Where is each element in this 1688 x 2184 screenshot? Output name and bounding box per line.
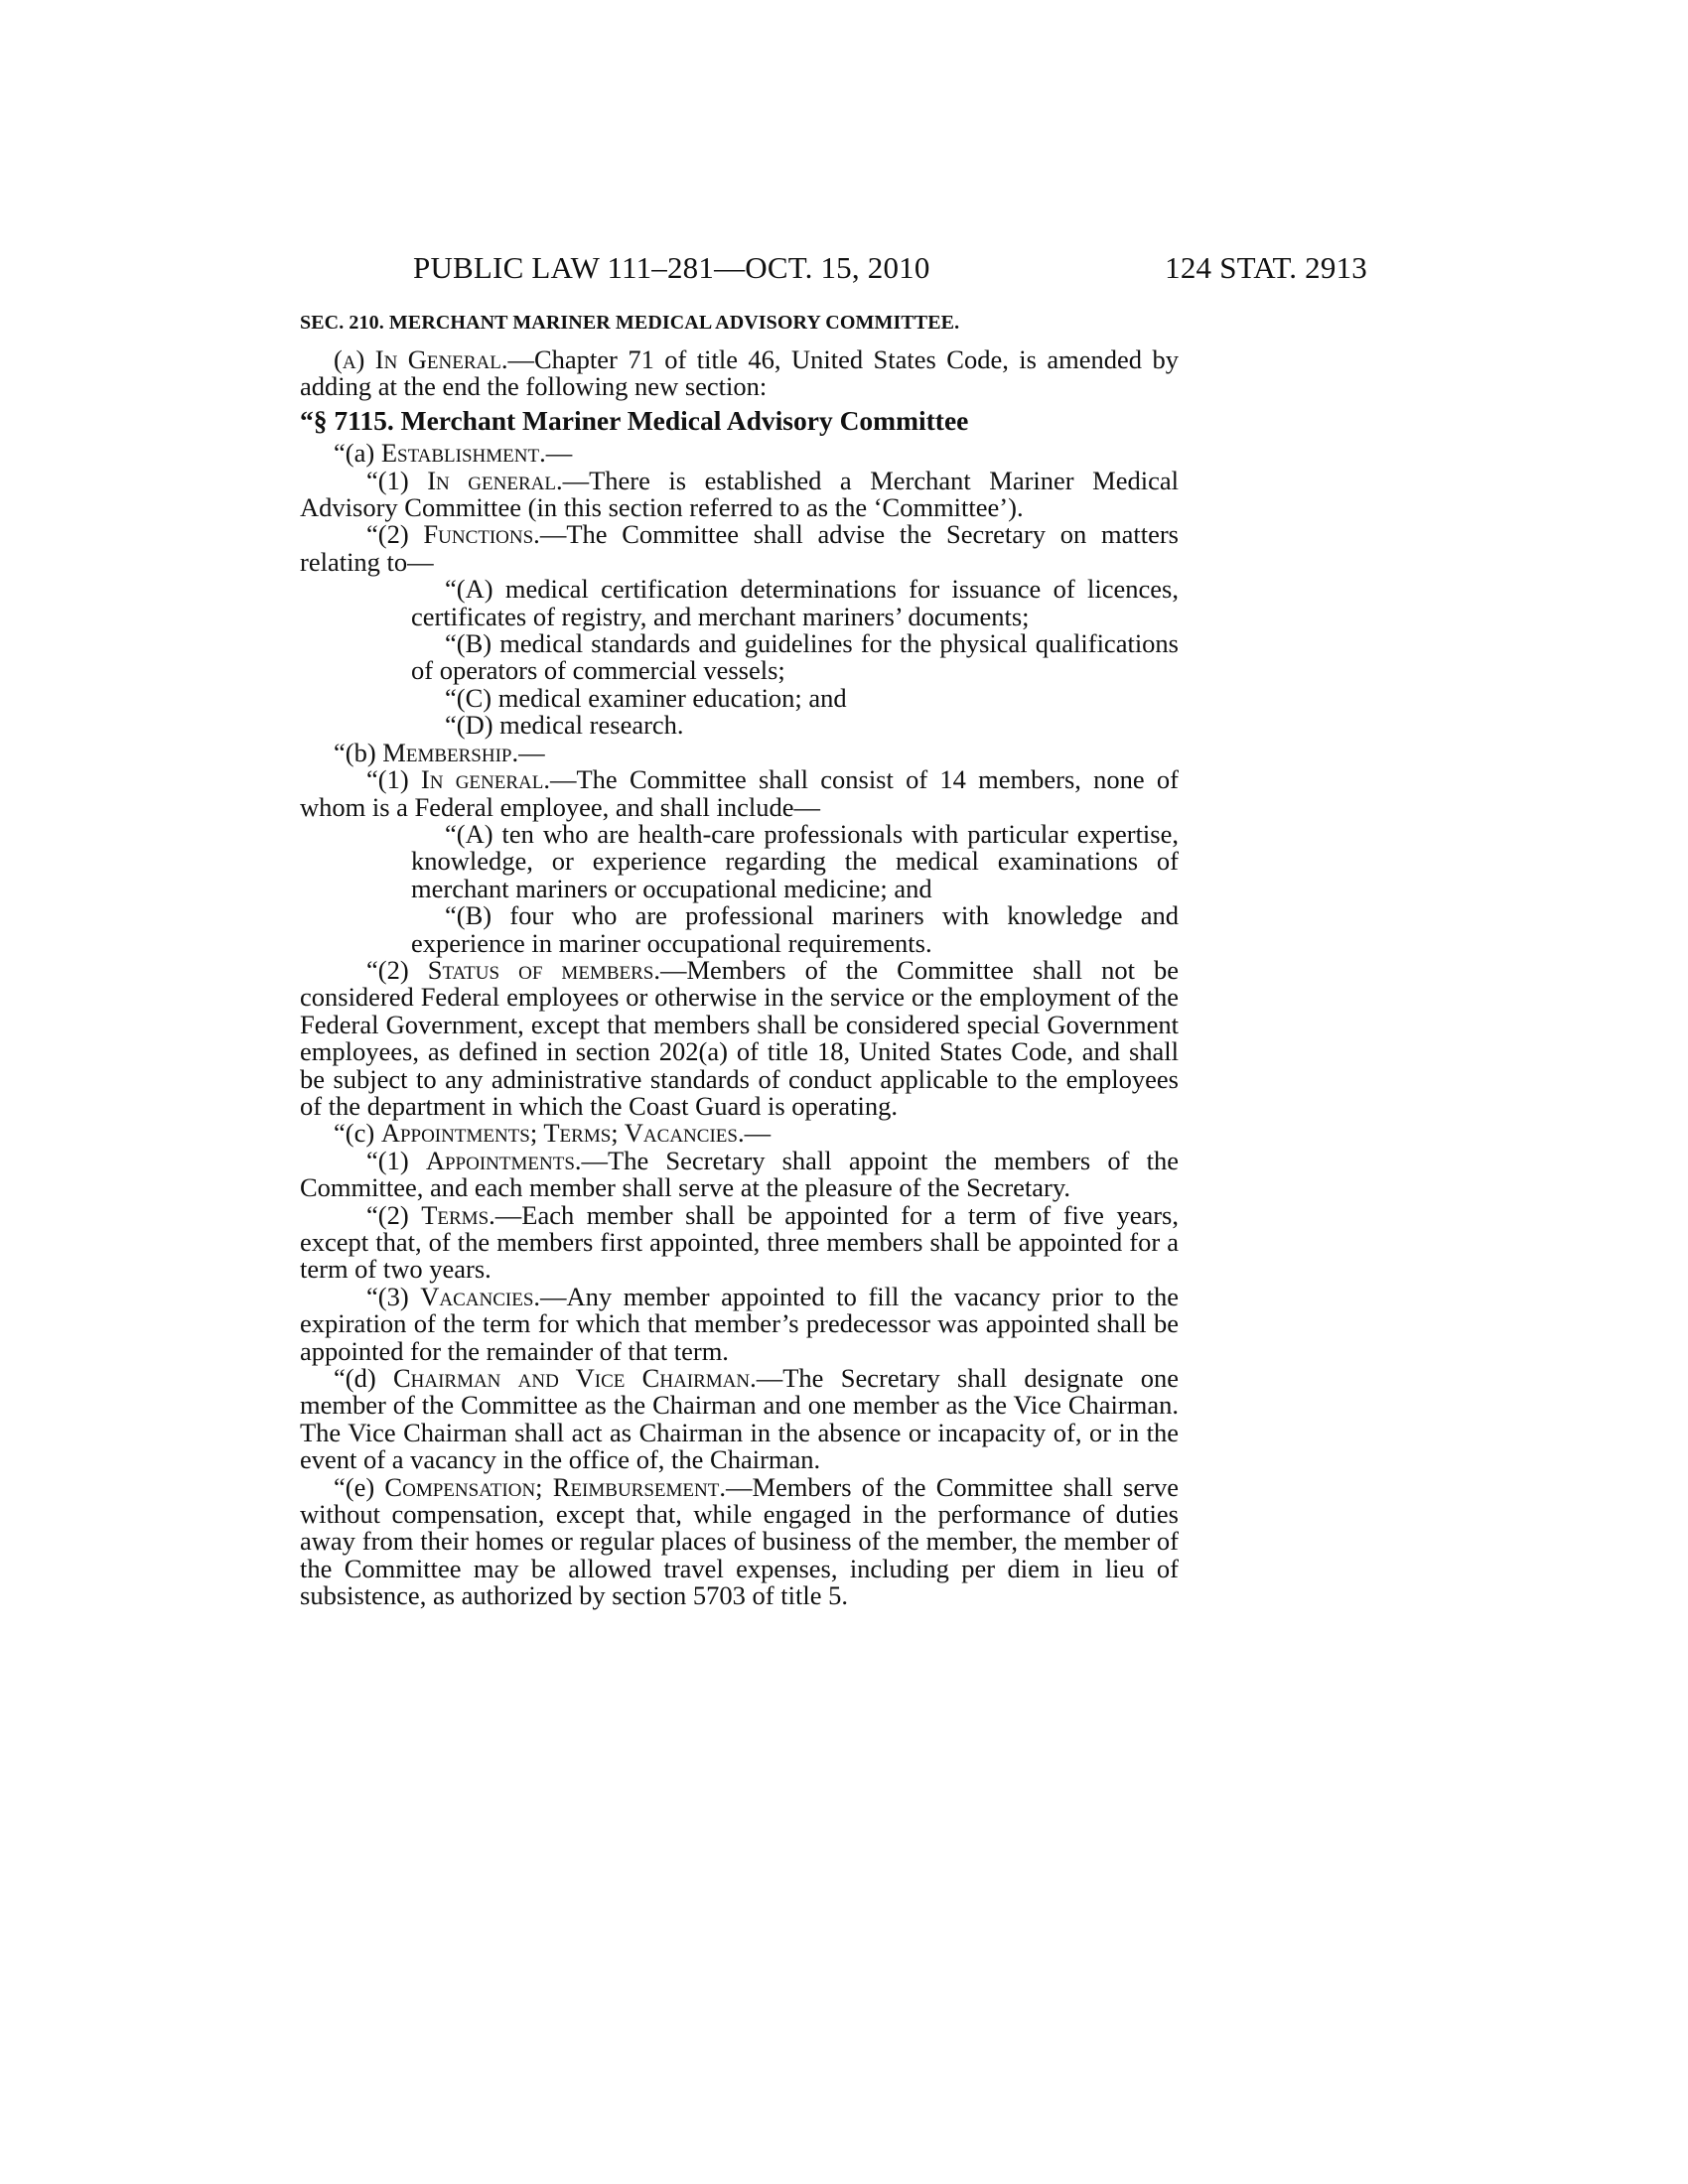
paragraph-b1: “(1) In general.—The Committee shall consist of 14 members, none of whom is a Federal employee, and shall include— — [300, 764, 1180, 822]
statute-page-number: 124 STAT. 2913 — [1165, 250, 1367, 285]
subparagraph-a2D: “(D) medical research. — [445, 710, 684, 741]
subsection-a-heading: “(a) Establishment.— — [334, 438, 573, 469]
subsection-d: “(d) Chairman and Vice Chairman.—The Secretary shall designate one member of the Committee as the Chairman and one member as the Vice Chairman. The Vice Chairman shall act as Chairman in the absence or incapacity of, or in the event of a vacancy in the office of, the Chairman. — [300, 1363, 1179, 1475]
new-section-title: “§ 7115. Merchant Mariner Medical Advisory Committee — [300, 404, 969, 436]
subparagraph-b1A: “(A) ten who are health-care professionals with particular expertise, knowledge, or experience regarding the medical examinations of merchant mariners or occupational medicine; and — [411, 818, 1179, 903]
paragraph-c3: “(3) Vacancies.—Any member appointed to fill the vacancy prior to the expiration of the term for which that member’s predecessor was appointed shall be appointed for the remainder of that term. — [300, 1281, 1179, 1366]
running-header — [300, 250, 1367, 290]
section-body — [300, 346, 1179, 1610]
paragraph-b2: “(2) Status of members.—Members of the Committee shall not be considered Federal employees or otherwise in the service or the employment of the Federal Government, except that members shall be considered special Government employees, as defined in section 202(a) of title 18, United States Code, and shall be subject to any administrative standards of conduct applicable to the employees of the department in which the Coast Guard is operating. — [300, 954, 1179, 1121]
subparagraph-a2B: “(B) medical standards and guidelines for the physical qualifications of operators of commercial vessels; — [411, 628, 1179, 686]
public-law-citation: PUBLIC LAW 111–281—OCT. 15, 2010 — [413, 250, 930, 285]
paragraph-c1: “(1) Appointments.—The Secretary shall appoint the members of the Committee, and each member shall serve at the pleasure of the Secretary. — [300, 1145, 1179, 1203]
paragraph-c2: “(2) Terms.—Each member shall be appointed for a term of five years, except that, of the members first appointed, three members shall be appointed for a term of two years. — [300, 1199, 1179, 1285]
subsection-e: “(e) Compensation; Reimbursement.—Members of the Committee shall serve without compensation, except that, while engaged in the performance of duties away from their homes or regular places of business of the member, the member of the Committee may be allowed travel expenses, including per diem in lieu of subsistence, as authorized by section 5703 of title 5. — [300, 1471, 1179, 1611]
subparagraph-a2A: “(A) medical certification determinations for issuance of licences, certificates of registry, and merchant mariners’ documents; — [411, 574, 1179, 631]
subparagraph-b1B: “(B) four who are professional mariners with knowledge and experience in mariner occupational requirements. — [411, 900, 1179, 958]
document-page — [300, 250, 1367, 1611]
subparagraph-a2C: “(C) medical examiner education; and — [445, 682, 847, 713]
subsection-b-heading: “(b) Membership.— — [334, 737, 545, 767]
paragraph-a2: “(2) Functions.—The Committee shall advise the Secretary on matters relating to— — [300, 519, 1179, 577]
subsection-label: (a) In General. — [334, 344, 508, 374]
paragraph-a1: “(1) In general.—There is established a Merchant Mariner Medical Advisory Committee (in this section referred to as the ‘Committee’). — [300, 465, 1179, 523]
amendment-instruction — [300, 346, 1179, 401]
section-heading: SEC. 210. MERCHANT MARINER MEDICAL ADVISORY COMMITTEE. — [300, 312, 960, 334]
subsection-text: —Chapter 71 of title 46, United States Code, is amended by adding at the end the following new section: — [300, 344, 1179, 402]
subsection-c-heading: “(c) Appointments; Terms; Vacancies.— — [334, 1118, 772, 1149]
